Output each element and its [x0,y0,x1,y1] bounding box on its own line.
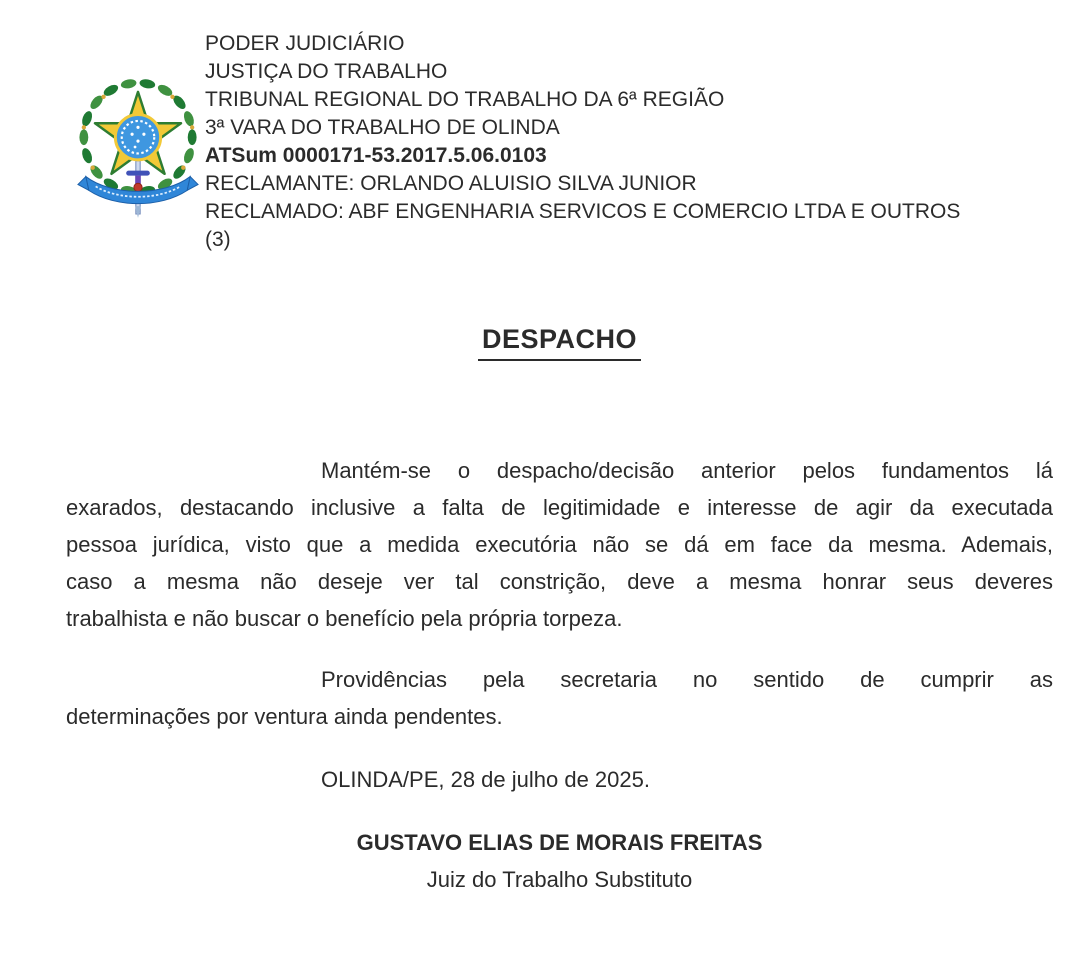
header-line-vara: 3ª VARA DO TRABALHO DE OLINDA [205,116,560,139]
paragraph-1-line: exarados, destacando inclusive a falta de legitimidade e interesse de agir da executada [66,495,1053,520]
signature-name: GUSTAVO ELIAS DE MORAIS FREITAS [356,830,763,855]
paragraph-1-line: caso a mesma não deseje ver tal constrição, deve a mesma honrar seus deveres [66,569,1053,594]
header-line-poder-judiciario: PODER JUDICIÁRIO [205,32,405,55]
paragraph-2-line: determinações por ventura ainda pendentes. [66,704,503,729]
paragraph-1-line: Mantém-se o despacho/decisão anterior pelos fundamentos lá [321,458,1053,483]
document-title-text: DESPACHO [478,324,641,361]
paragraph-2 [66,661,1053,735]
header-line-justica-trabalho: JUSTIÇA DO TRABALHO [205,60,448,83]
signature-title: Juiz do Trabalho Substituto [426,867,693,892]
header-line-case-number: ATSum 0000171-53.2017.5.06.0103 [205,144,547,167]
paragraph-1-line: trabalhista e não buscar o benefício pela própria torpeza. [66,606,623,631]
paragraph-2-line: Providências pela secretaria no sentido de cumprir as [321,667,1053,692]
header-line-reclamado: RECLAMADO: ABF ENGENHARIA SERVICOS E COMERCIO LTDA E OUTROS [205,200,961,223]
document-header [205,30,1035,254]
header-line-reclamado-count: (3) [205,228,231,251]
header-line-reclamante: RECLAMANTE: ORLANDO ALUISIO SILVA JUNIOR [205,172,697,195]
signature-block [66,824,1053,898]
document-title [66,324,1053,361]
coat-of-arms-brazil-icon [74,78,202,221]
header-line-tribunal-regiao: TRIBUNAL REGIONAL DO TRABALHO DA 6ª REGIÃO [205,88,725,111]
date-line: OLINDA/PE, 28 de julho de 2025. [321,767,650,792]
paragraph-1 [66,452,1053,637]
document-body [66,452,1053,898]
paragraph-1-line: pessoa jurídica, visto que a medida executória não se dá em face da mesma. Ademais, [66,532,1053,557]
